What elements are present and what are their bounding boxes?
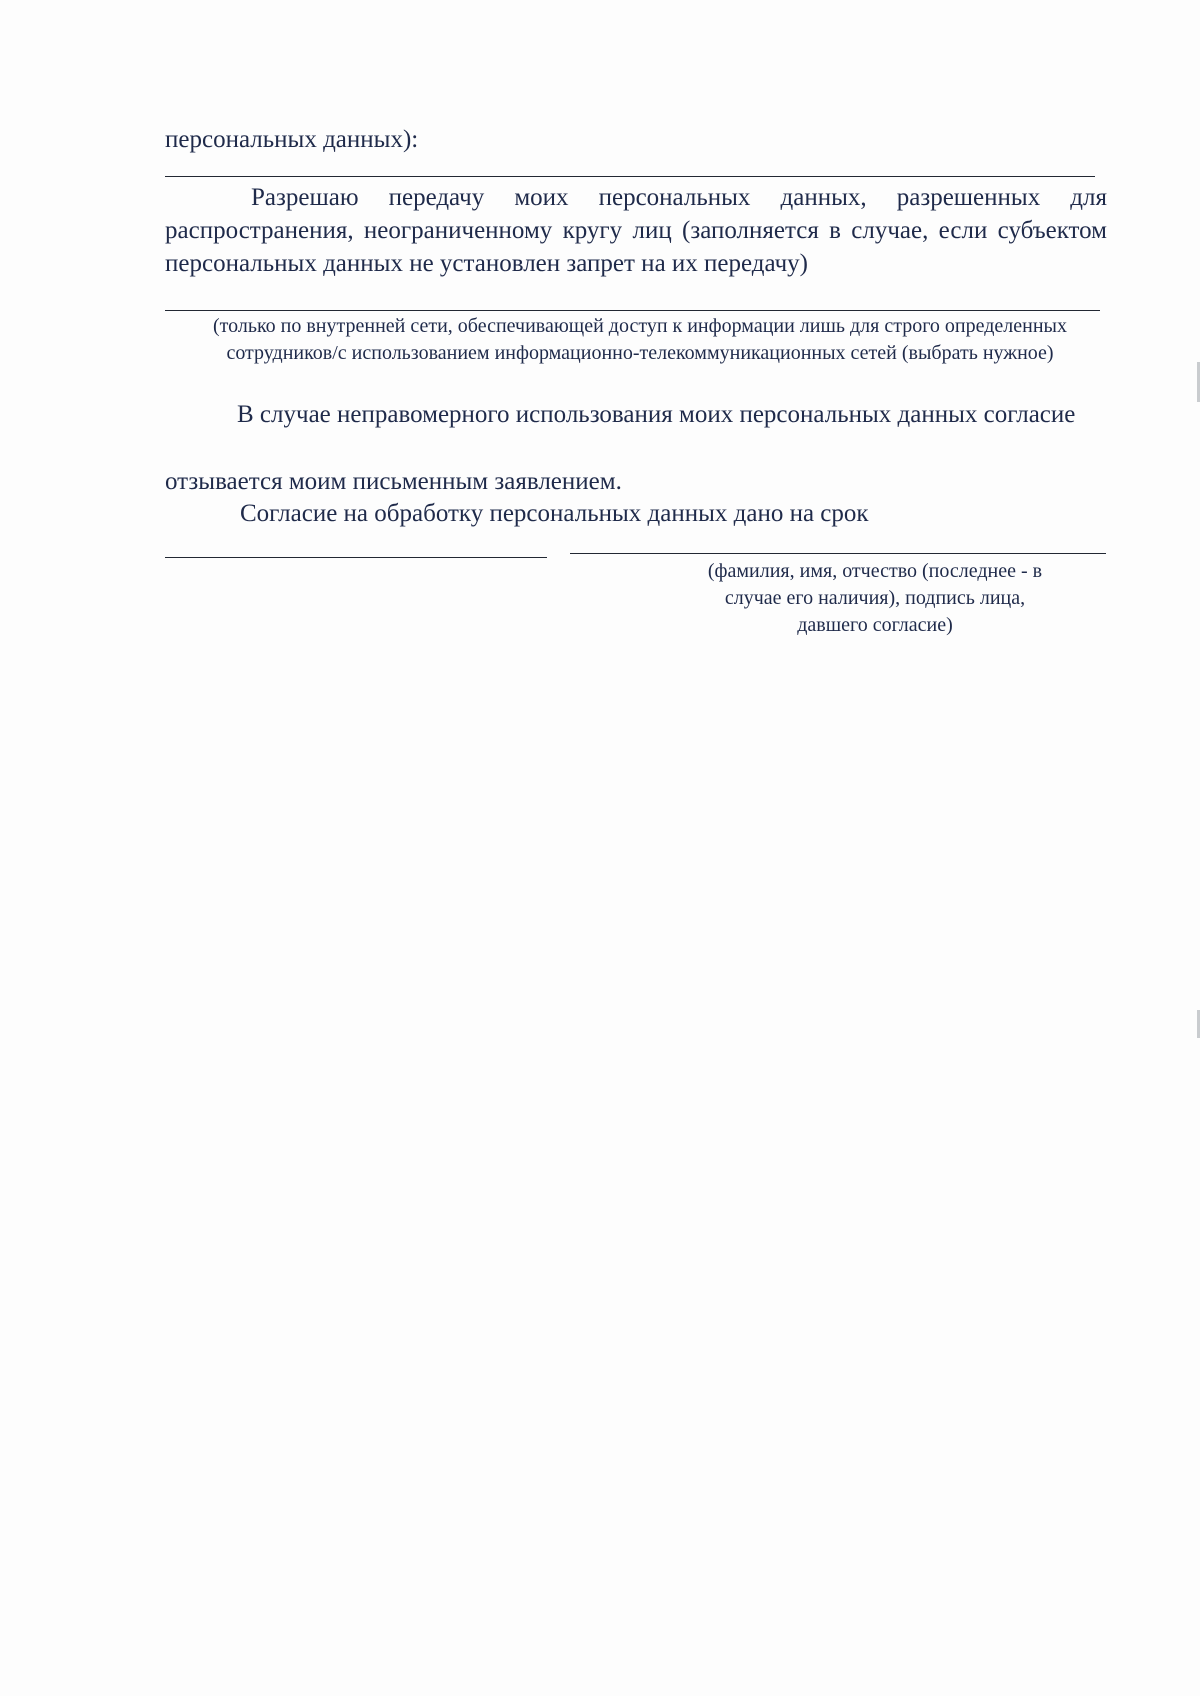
fill-line-1 (165, 176, 1095, 177)
paragraph-permit-transfer: Разрешаю передачу моих персональных данных, разрешенных для распространения, неограниченному кругу лиц (заполняется в случае, если субъектом персональных данных не установлен запрет на их передачу) (165, 184, 1107, 277)
fill-line-signature (570, 553, 1106, 554)
fill-line-date (165, 557, 547, 558)
line-personal-data: персональных данных): (165, 126, 419, 153)
line-revoke: отзывается моим письменным заявлением. (165, 468, 622, 495)
paragraph-misuse: В случае неправомерного использования моих персональных данных согласие (237, 401, 1076, 428)
signature-note: (фамилия, имя, отчество (последнее - в случае его наличия), подпись лица, давшего согласие) (707, 560, 1043, 636)
network-access-note: (только по внутренней сети, обеспечивающей доступ к информации лишь для строго определенных сотрудников/с использованием информационно-телекоммуникационных сетей (выбрать нужное) (212, 315, 1067, 364)
fill-line-2 (165, 310, 1100, 311)
line-term: Согласие на обработку персональных данных дано на срок (240, 500, 869, 527)
